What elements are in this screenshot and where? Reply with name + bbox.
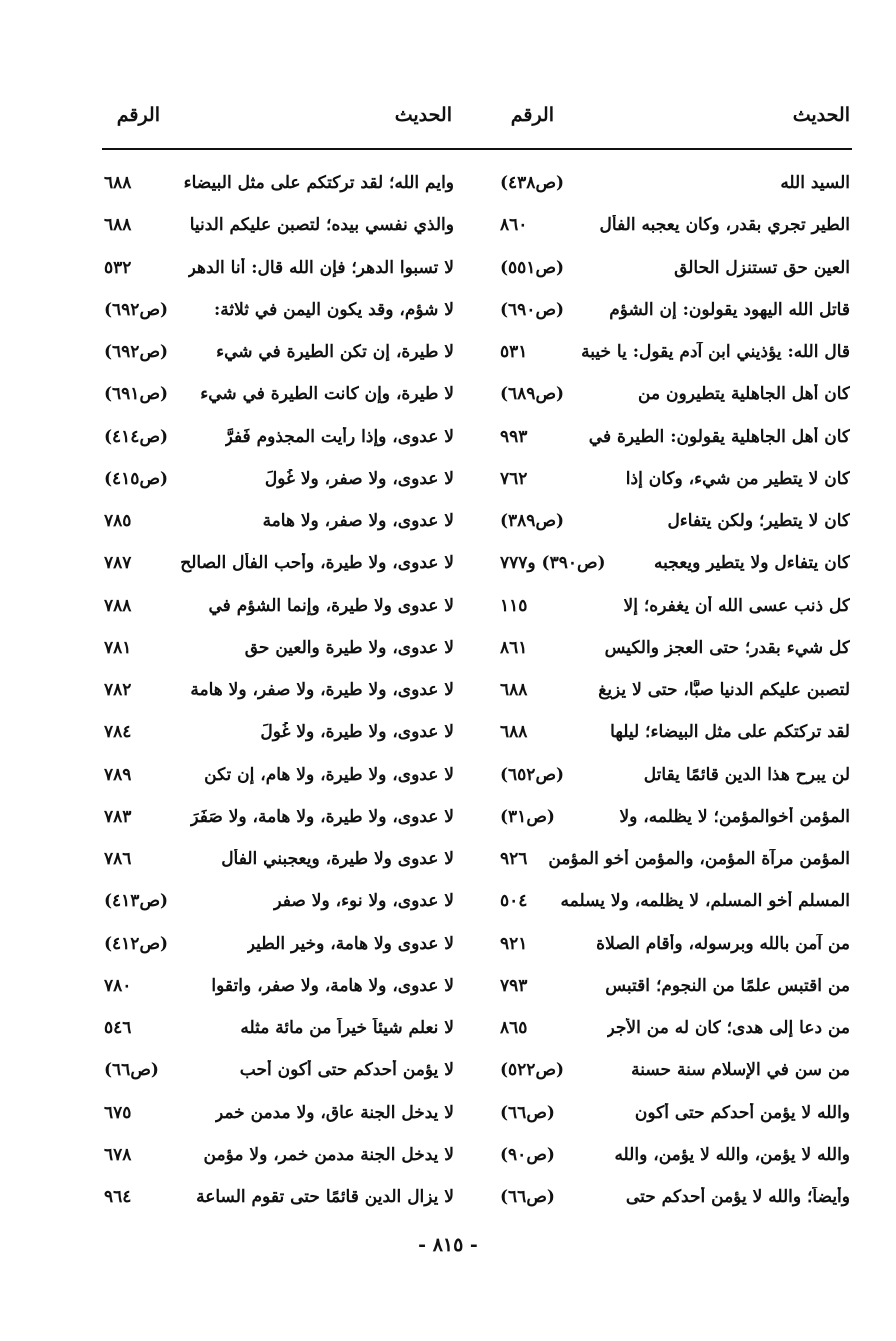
hadith-number: (ص٤١٤) (104, 426, 169, 447)
index-entry (104, 923, 454, 965)
hadith-text: لا عدوى، ولا هامة، ولا صفر، واتقوا (211, 975, 454, 996)
hadith-number: ٥٠٤ (500, 891, 528, 912)
hadith-number: ٥٣٢ (104, 257, 132, 278)
index-entry (104, 627, 454, 669)
header-rule (102, 148, 852, 150)
index-entry (500, 1134, 850, 1176)
hadith-number: ٦٧٨ (104, 1144, 132, 1165)
hadith-text: كل شيء بقدر؛ حتى العجز والكيس (604, 637, 850, 658)
hadith-text: لا يدخل الجنة مدمن خمر، ولا مؤمن (203, 1144, 454, 1165)
hadith-number: (ص٥٢٢) (500, 1060, 565, 1081)
hadith-number: ٧٨٦ (104, 849, 132, 870)
left-col-number-heading: الرقم (116, 104, 160, 126)
hadith-number: (ص٤١٢) (104, 933, 169, 954)
index-entry (104, 204, 454, 246)
index-entry (500, 1049, 850, 1091)
hadith-number: ٧٨٥ (104, 511, 132, 532)
hadith-number: (ص٦٦) (500, 1102, 555, 1123)
index-entry (104, 373, 454, 415)
hadith-number: (ص٣٩٠) و٧٧٧ (500, 553, 606, 574)
column-headers (0, 96, 896, 136)
hadith-text: كان لا يتطير؛ ولكن يتفاءل (667, 511, 850, 532)
hadith-number: ٧٨٨ (104, 595, 132, 616)
hadith-number: ٧٨٠ (104, 975, 132, 996)
index-entry (104, 331, 454, 373)
index-entry (500, 204, 850, 246)
index-entry (500, 880, 850, 922)
index-entry (500, 247, 850, 289)
hadith-number: ٩٢٦ (500, 849, 528, 870)
hadith-number: ٧٨١ (104, 637, 132, 658)
index-entry (500, 416, 850, 458)
hadith-text: لا عدوى، ولا صفر، ولا غُولَ (264, 468, 454, 489)
hadith-text: لا عدوى، ولا طيرة والعين حق (244, 637, 454, 658)
hadith-number: (ص٣١) (500, 806, 555, 827)
index-entry (500, 162, 850, 204)
hadith-number: ٩٩٣ (500, 426, 528, 447)
hadith-number: (ص٥٥١) (500, 257, 565, 278)
index-entry (500, 796, 850, 838)
hadith-number: (ص٦٩٢) (104, 299, 169, 320)
hadith-number: ٧٨٣ (104, 806, 132, 827)
hadith-text: لا طيرة، إن تكن الطيرة في شيء (216, 342, 454, 363)
hadith-number: ١١٥ (500, 595, 528, 616)
hadith-text: لا عدوى ولا طيرة، ويعجبني الفأل (221, 849, 454, 870)
hadith-text: لا عدوى، ولا طيرة، ولا صفر، ولا هامة (190, 680, 454, 701)
hadith-text: وايم الله؛ لقد تركتكم على مثل البيضاء (183, 173, 454, 194)
index-entry (104, 669, 454, 711)
hadith-number: ٧٨٤ (104, 722, 132, 743)
index-entry (500, 1007, 850, 1049)
hadith-number: (ص٦٦) (500, 1187, 555, 1208)
index-entry (104, 754, 454, 796)
hadith-text: لا عدوى ولا هامة، وخير الطير (246, 933, 454, 954)
hadith-text: العين حق تستنزل الحالق (674, 257, 850, 278)
index-entry (104, 1049, 454, 1091)
index-entry (104, 247, 454, 289)
hadith-text: الطير تجري بقدر، وكان يعجبه الفأل (599, 215, 850, 236)
index-entry (104, 838, 454, 880)
hadith-text: المؤمن أخوالمؤمن؛ لا يظلمه، ولا (619, 806, 850, 827)
index-entry (104, 965, 454, 1007)
hadith-number: (ص٩٠) (500, 1144, 555, 1165)
index-entry (104, 416, 454, 458)
index-entry (104, 542, 454, 584)
hadith-number: (ص٦٩٢) (104, 342, 169, 363)
hadith-text: لا عدوى، ولا صفر، ولا هامة (262, 511, 454, 532)
left-column (104, 162, 454, 1218)
hadith-number: ٧٦٢ (500, 468, 528, 489)
hadith-text: لا شؤم، وقد يكون اليمن في ثلاثة: (214, 299, 454, 320)
hadith-text: والذي نفسي بيده؛ لتصبن عليكم الدنيا (189, 215, 454, 236)
index-entry (500, 331, 850, 373)
index-entry (104, 289, 454, 331)
hadith-text: المسلم أخو المسلم، لا يظلمه، ولا يسلمه (560, 891, 850, 912)
hadith-number: (ص٦٨٩) (500, 384, 565, 405)
right-col-number-heading: الرقم (510, 104, 554, 126)
hadith-number: ٩٢١ (500, 933, 528, 954)
index-entry (104, 796, 454, 838)
hadith-number: ٦٨٨ (500, 722, 528, 743)
index-entry (500, 373, 850, 415)
index-entry (104, 880, 454, 922)
index-entry (500, 500, 850, 542)
hadith-number: ٦٧٥ (104, 1102, 132, 1123)
index-entry (500, 1176, 850, 1218)
index-entry (104, 500, 454, 542)
index-entry (500, 754, 850, 796)
index-entry (104, 1176, 454, 1218)
hadith-text: لا عدوى، وإذا رأيت المجذوم فَفرَّ (224, 426, 454, 447)
index-entry (104, 1092, 454, 1134)
right-col-hadith-heading: الحديث (792, 104, 850, 126)
hadith-number: ٧٨٩ (104, 764, 132, 785)
hadith-text: لا طيرة، وإن كانت الطيرة في شيء (200, 384, 454, 405)
hadith-text: لا عدوى، ولا طيرة، ولا غُولَ (260, 722, 454, 743)
index-entry (104, 458, 454, 500)
hadith-text: كان لا يتطير من شيء، وكان إذا (625, 468, 850, 489)
index-entry (500, 669, 850, 711)
hadith-text: لا يزال الدين قائمًا حتى تقوم الساعة (196, 1187, 454, 1208)
hadith-text: لا نعلم شيئاً خيراً من مائة مثله (240, 1018, 454, 1039)
index-entry (500, 838, 850, 880)
index-entry (500, 585, 850, 627)
hadith-number: ٦٨٨ (104, 173, 132, 194)
hadith-number: ٦٨٨ (500, 680, 528, 701)
hadith-text: كل ذنب عسى الله أن يغفره؛ إلا (623, 595, 850, 616)
hadith-text: كان أهل الجاهلية يتطيرون من (638, 384, 850, 405)
hadith-text: من دعا إلى هدى؛ كان له من الأجر (606, 1018, 850, 1039)
hadith-text: كان يتفاءل ولا يتطير ويعجبه (654, 553, 850, 574)
hadith-number: ٩٦٤ (104, 1187, 132, 1208)
hadith-number: (ص٤٣٨) (500, 173, 565, 194)
right-column (500, 162, 850, 1218)
index-entry (500, 923, 850, 965)
index-entry (500, 542, 850, 584)
left-col-hadith-heading: الحديث (394, 104, 452, 126)
hadith-text: لا يدخل الجنة عاق، ولا مدمن خمر (214, 1102, 454, 1123)
hadith-text: لا عدوى، ولا طيرة، ولا هام، إن تكن (204, 764, 454, 785)
index-entry (104, 162, 454, 204)
index-entry (500, 627, 850, 669)
hadith-text: لتصبن عليكم الدنيا صبًّا، حتى لا يزيغ (598, 680, 850, 701)
hadith-text: لا عدوى، ولا طيرة، ولا هامة، ولا صَفَرَ (190, 806, 454, 827)
hadith-number: (ص٣٨٩) (500, 511, 565, 532)
hadith-number: (ص٦٩١) (104, 384, 169, 405)
hadith-number: ٧٨٢ (104, 680, 132, 701)
hadith-text: لا عدوى، ولا طيرة، وأحب الفأل الصالح (180, 553, 454, 574)
hadith-text: لن يبرح هذا الدين قائمًا يقاتل (643, 764, 850, 785)
hadith-text: السيد الله (780, 173, 850, 194)
hadith-text: قاتل الله اليهود يقولون: إن الشؤم (609, 299, 850, 320)
index-entry (500, 965, 850, 1007)
hadith-text: المؤمن مرآة المؤمن، والمؤمن أخو المؤمن (548, 849, 850, 870)
hadith-text: قال الله: يؤذيني ابن آدم يقول: يا خيبة (581, 342, 850, 363)
index-entry (104, 585, 454, 627)
hadith-number: (ص٦٩٠) (500, 299, 565, 320)
hadith-text: وأيضاً؛ والله لا يؤمن أحدكم حتى (625, 1187, 850, 1208)
hadith-text: لقد تركتكم على مثل البيضاء؛ ليلها (610, 722, 850, 743)
index-entry (104, 711, 454, 753)
hadith-text: لا يؤمن أحدكم حتى أكون أحب (239, 1060, 454, 1081)
hadith-text: من آمن بالله وبرسوله، وأقام الصلاة (596, 933, 850, 954)
hadith-number: (ص٦٦) (104, 1060, 159, 1081)
hadith-text: من سن في الإسلام سنة حسنة (631, 1060, 850, 1081)
hadith-number: (ص٤١٥) (104, 468, 169, 489)
hadith-number: ٨٦٠ (500, 215, 528, 236)
hadith-number: ٨٦١ (500, 637, 528, 658)
index-entry (104, 1007, 454, 1049)
hadith-text: لا تسبوا الدهر؛ فإن الله قال: أنا الدهر (187, 257, 454, 278)
hadith-text: والله لا يؤمن أحدكم حتى أكون (634, 1102, 850, 1123)
index-entry (500, 711, 850, 753)
hadith-number: (ص٤١٣) (104, 891, 169, 912)
index-entry (500, 1092, 850, 1134)
index-entry (500, 289, 850, 331)
hadith-text: من اقتبس علمًا من النجوم؛ اقتبس (605, 975, 850, 996)
index-entry (104, 1134, 454, 1176)
hadith-number: (ص٦٥٢) (500, 764, 565, 785)
hadith-text: لا عدوى، ولا نوء، ولا صفر (273, 891, 454, 912)
page-number: - ٨١٥ - (418, 1234, 478, 1256)
hadith-text: كان أهل الجاهلية يقولون: الطيرة في (588, 426, 850, 447)
hadith-text: لا عدوى ولا طيرة، وإنما الشؤم في (208, 595, 454, 616)
hadith-text: والله لا يؤمن، والله لا يؤمن، والله (614, 1144, 850, 1165)
hadith-number: ٥٤٦ (104, 1018, 132, 1039)
hadith-number: ٦٨٨ (104, 215, 132, 236)
hadith-number: ٥٣١ (500, 342, 528, 363)
hadith-number: ٧٨٧ (104, 553, 132, 574)
hadith-number: ٨٦٥ (500, 1018, 528, 1039)
hadith-number: ٧٩٣ (500, 975, 528, 996)
index-entry (500, 458, 850, 500)
